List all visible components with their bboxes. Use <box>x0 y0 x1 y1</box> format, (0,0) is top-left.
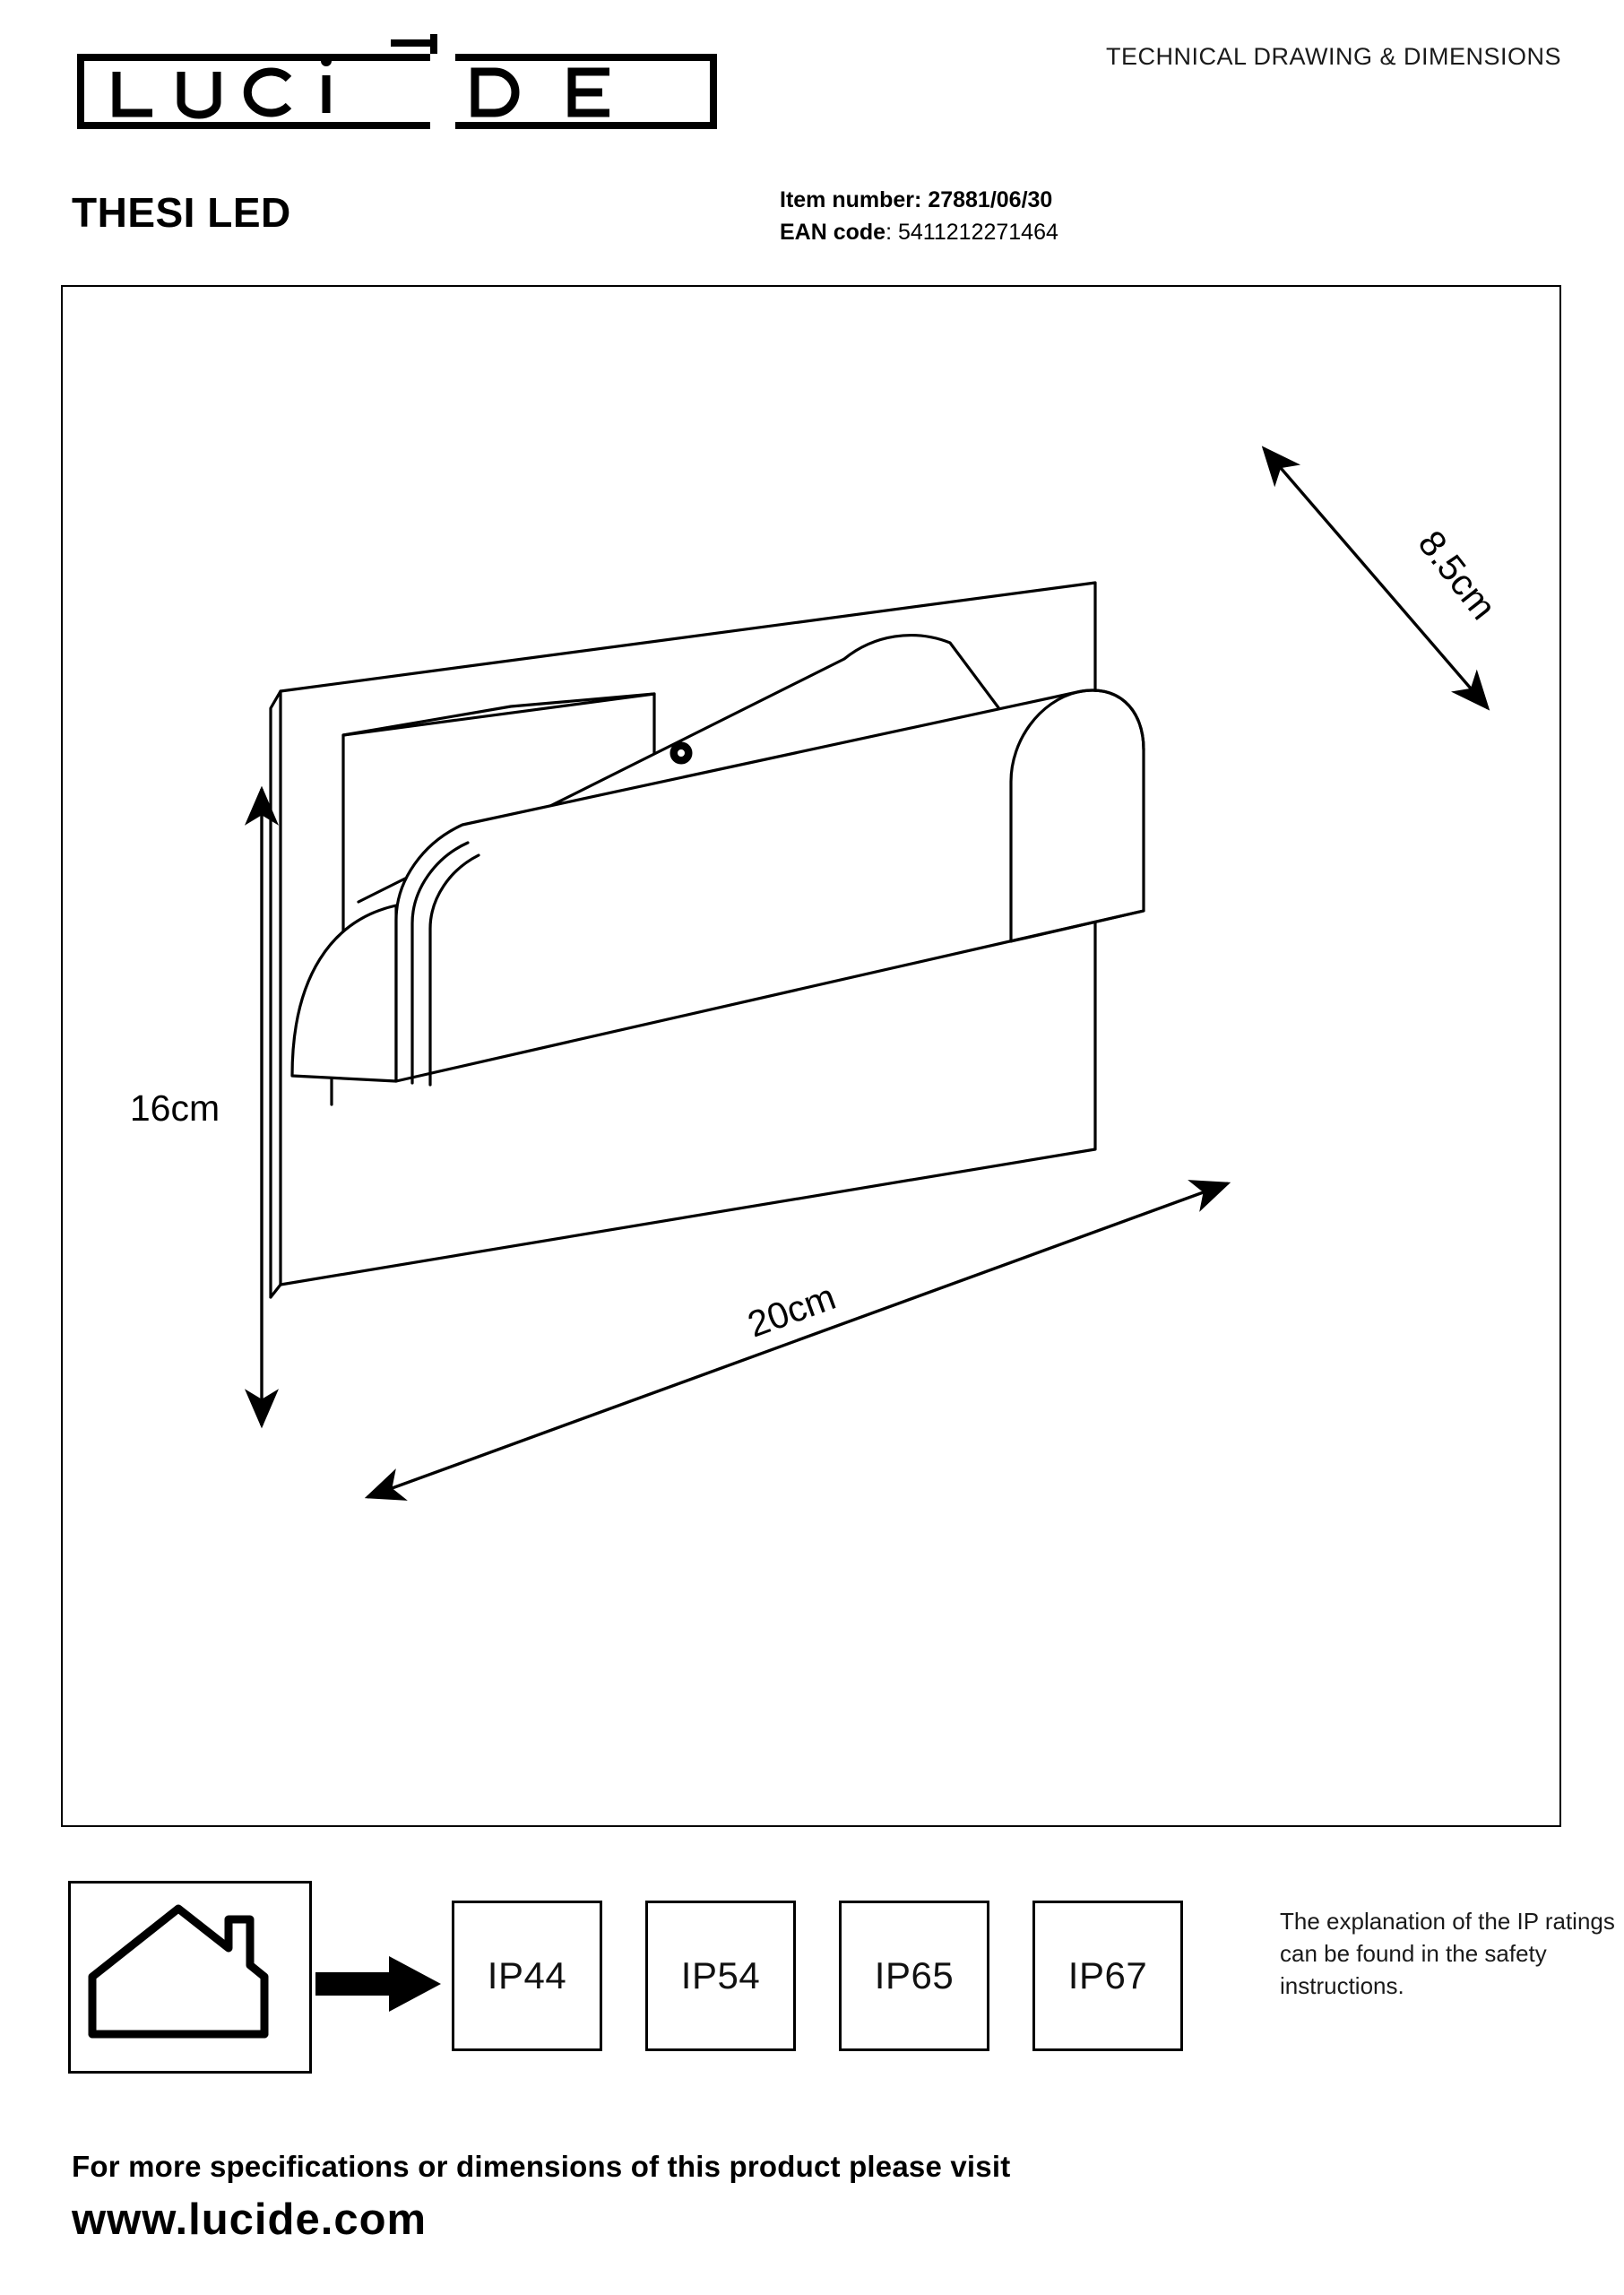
ip-badge-ip44[interactable]: IP44 <box>452 1901 602 2051</box>
item-number-value: 27881/06/30 <box>928 187 1053 212</box>
footer-text: For more specifications or dimensions of this product please visit <box>72 2150 1011 2183</box>
indoor-use-box <box>68 1881 312 2074</box>
product-identifiers <box>780 184 1058 249</box>
ip-rating-row <box>68 1881 1615 2078</box>
house-icon <box>71 1884 309 2071</box>
item-number-line <box>780 184 1058 216</box>
ean-separator: : <box>885 220 893 246</box>
ean-label: EAN code <box>780 220 886 246</box>
header-title: TECHNICAL DRAWING & DIMENSIONS <box>1105 43 1561 70</box>
item-number-label: Item number: <box>780 187 922 212</box>
ean-line <box>780 216 1058 248</box>
lucide-logo <box>70 34 724 142</box>
page-title: THESI LED <box>72 189 291 236</box>
dimension-label-height: 16cm <box>129 1087 220 1129</box>
ip-badge-ip65[interactable]: IP65 <box>839 1901 989 2051</box>
footer-website[interactable]: www.lucide.com <box>72 2195 428 2244</box>
ip-badge-ip54[interactable]: IP54 <box>645 1901 796 2051</box>
ip-explanation-note: The explanation of the IP ratings can be found in the safety instructions. <box>1280 1908 1615 1999</box>
dimension-label-width: 20cm <box>742 1276 842 1346</box>
ean-value: 5411212271464 <box>898 220 1058 246</box>
right-arrow-icon <box>312 1953 446 2015</box>
ip-badge-ip67[interactable]: IP67 <box>1032 1901 1183 2051</box>
ip-badge-list <box>452 1901 1183 2051</box>
technical-drawing-panel <box>61 285 1561 1827</box>
dimension-label-depth: 8.5cm <box>1410 523 1505 628</box>
